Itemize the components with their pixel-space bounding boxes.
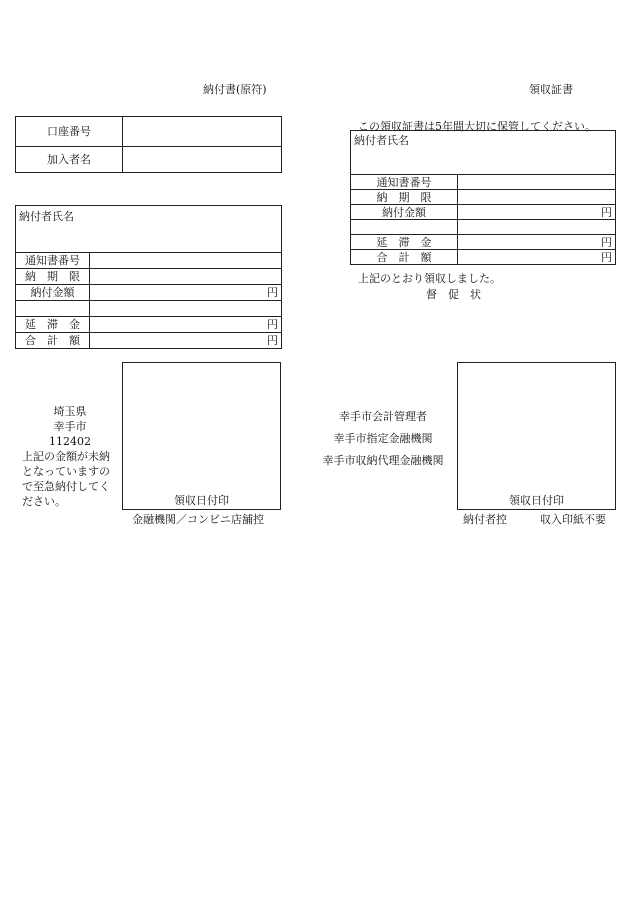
left-row-label [16,301,90,317]
reminder-title: 督 促 状 [426,288,481,301]
right-row-label: 延 滞 金 [351,235,458,250]
issuer-address [22,404,118,449]
issuer-city: 幸手市 [53,420,87,433]
account-number-field[interactable] [123,117,282,147]
left-row-value[interactable]: 円 [90,317,282,333]
retention-notice: この領収証書は5年間大切に保管してください。 [358,120,596,133]
right-row-value[interactable]: 円 [458,205,616,220]
right-row-label: 納付金額 [351,205,458,220]
left-row-value[interactable] [90,269,282,285]
right-payer-name-label: 納付者氏名 [354,134,409,147]
right-row-value[interactable] [458,190,616,205]
issuer-prefecture: 埼玉県 [53,405,87,418]
left-row-value[interactable]: 円 [90,333,282,349]
account-table [15,116,282,173]
unpaid-message-line: で至急納付してく [22,480,110,493]
right-row-value[interactable]: 円 [458,250,616,265]
right-row-value[interactable] [458,175,616,190]
treasurer-line: 幸手市収納代理金融機関 [322,454,444,467]
received-text: 上記のとおり領収しました。 [358,272,501,285]
left-payment-table [15,205,282,349]
right-stamp-caption-left: 納付者控 [463,513,507,526]
left-row-value[interactable]: 円 [90,285,282,301]
left-row-label: 納付金額 [16,285,90,301]
unpaid-message [22,449,110,509]
right-stamp-box [457,362,616,510]
subscriber-name-label: 加入者名 [16,147,123,173]
right-payer-name-cell[interactable] [351,131,616,175]
left-form-title: 納付書(原符) [203,83,267,96]
treasurer-block [313,406,453,472]
left-row-value[interactable] [90,301,282,317]
left-payer-name-label: 納付者氏名 [19,210,74,223]
right-stamp-label: 領収日付印 [509,494,564,507]
left-row-label: 合 計 額 [16,333,90,349]
subscriber-name-field[interactable] [123,147,282,173]
right-row-value[interactable] [458,220,616,235]
unpaid-message-line: ださい。 [22,495,66,508]
unpaid-message-line: となっていますの [22,465,110,478]
unpaid-message-line: 上記の金額が未納 [22,450,110,463]
right-stamp-caption-right: 収入印紙不要 [540,513,606,526]
treasurer-line: 幸手市会計管理者 [339,410,427,423]
left-row-label: 通知書番号 [16,253,90,269]
right-row-label: 合 計 額 [351,250,458,265]
left-stamp-label: 領収日付印 [174,494,229,507]
right-row-value[interactable]: 円 [458,235,616,250]
right-row-label: 通知書番号 [351,175,458,190]
left-row-label: 納 期 限 [16,269,90,285]
left-payer-name-cell[interactable] [16,206,282,253]
treasurer-line: 幸手市指定金融機関 [333,432,433,445]
left-row-value[interactable] [90,253,282,269]
left-stamp-box [122,362,281,510]
right-form-title: 領収証書 [529,83,573,96]
account-number-label: 口座番号 [16,117,123,147]
right-row-label [351,220,458,235]
right-row-label: 納 期 限 [351,190,458,205]
right-receipt-table [350,130,616,265]
left-row-label: 延 滞 金 [16,317,90,333]
issuer-code: 112402 [49,435,91,448]
left-stamp-caption: 金融機関／コンビニ店舗控 [132,513,264,526]
